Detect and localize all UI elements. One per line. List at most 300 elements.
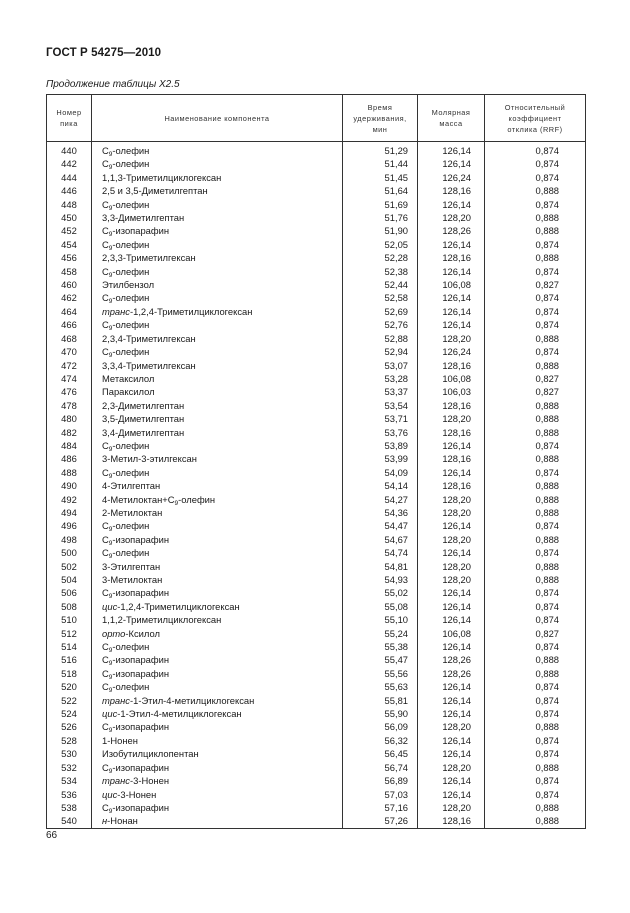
molar-mass-cell: 128,20 [418, 720, 485, 733]
name-text: 2,3,4-Триметилгексан [102, 332, 196, 344]
name-text: C [102, 225, 109, 237]
retention-time-cell: 54,27 [343, 493, 418, 506]
name-text: C [102, 319, 109, 331]
column-header-line: Наименование компонента [164, 113, 270, 123]
name-text: C [102, 439, 109, 451]
retention-time-cell: 54,09 [343, 466, 418, 479]
component-name-cell [92, 506, 343, 519]
retention-time-cell: 55,56 [343, 667, 418, 680]
retention-time-cell: 55,10 [343, 613, 418, 626]
name-text: C [102, 346, 109, 358]
name-text: C [102, 145, 109, 156]
rrf-cell: 0,888 [485, 251, 586, 264]
name-text: -изопарафин [112, 225, 170, 237]
rrf-cell: 0,874 [485, 546, 586, 559]
subscript-text: 9 [108, 445, 113, 453]
retention-time-cell: 53,28 [343, 372, 418, 385]
component-name-cell [92, 613, 343, 626]
name-text: 2,3-Диметилгептан [102, 399, 185, 411]
molar-mass-cell: 126,14 [418, 640, 485, 653]
name-text: 4-Метилоктан+C [102, 493, 175, 505]
component-name-cell [92, 238, 343, 251]
retention-time-cell: 54,14 [343, 479, 418, 492]
subscript-text: 9 [108, 673, 113, 681]
rrf-cell: 0,874 [485, 747, 586, 760]
name-text: 3-Этилгептан [102, 560, 161, 572]
column-header-line: Молярная [431, 108, 471, 117]
peak-number-cell: 472 [47, 359, 92, 372]
molar-mass-cell: 126,14 [418, 466, 485, 479]
rrf-cell: 0,888 [485, 667, 586, 680]
table-row [47, 412, 586, 425]
name-text: -олефин [112, 292, 150, 304]
molar-mass-cell: 126,14 [418, 707, 485, 720]
name-text: -олефин [112, 238, 150, 250]
subscript-text: 9 [108, 807, 113, 815]
molar-mass-cell: 128,16 [418, 251, 485, 264]
retention-time-cell: 52,69 [343, 305, 418, 318]
table-row [47, 613, 586, 626]
name-text: 3,5-Диметилгептан [102, 413, 185, 425]
molar-mass-cell: 126,14 [418, 142, 485, 158]
subscript-text: 9 [108, 164, 113, 171]
retention-time-cell: 52,05 [343, 238, 418, 251]
name-text: Метаксилол [102, 372, 155, 384]
column-header-line: удерживания, [353, 113, 407, 123]
rrf-cell: 0,874 [485, 171, 586, 184]
retention-time-cell: 51,90 [343, 224, 418, 237]
table-body [47, 142, 586, 829]
molar-mass-cell: 126,14 [418, 305, 485, 318]
rrf-cell: 0,874 [485, 466, 586, 479]
molar-mass-cell: 106,08 [418, 372, 485, 385]
name-text: Этилбензол [102, 279, 155, 291]
retention-time-cell: 56,45 [343, 747, 418, 760]
molar-mass-cell: 126,14 [418, 198, 485, 211]
name-text: транс [102, 305, 130, 317]
name-text: 3-Метил-3-этилгексан [102, 453, 197, 465]
component-name-cell [92, 734, 343, 747]
peak-number-cell: 454 [47, 238, 92, 251]
molar-mass-cell: 128,16 [418, 359, 485, 372]
component-name-cell [92, 265, 343, 278]
name-text: -олефин [112, 439, 150, 451]
rrf-cell: 0,888 [485, 359, 586, 372]
column-header-line: Относительный [504, 102, 566, 112]
retention-time-cell: 53,71 [343, 412, 418, 425]
name-text: цис [102, 600, 118, 612]
retention-time-cell: 53,89 [343, 439, 418, 452]
molar-mass-cell: 126,14 [418, 519, 485, 532]
name-text: -изопарафин [112, 654, 170, 666]
component-name-cell [92, 224, 343, 237]
component-name-cell [92, 157, 343, 170]
name-text: C [102, 761, 109, 773]
table-row [47, 142, 586, 158]
rrf-cell: 0,874 [485, 613, 586, 626]
table-row [47, 198, 586, 211]
molar-mass-cell: 128,16 [418, 814, 485, 828]
rrf-cell: 0,874 [485, 788, 586, 801]
molar-mass-cell: 126,14 [418, 613, 485, 626]
peak-number-cell: 494 [47, 506, 92, 519]
name-text: -изопарафин [112, 801, 170, 813]
peak-number-cell: 478 [47, 399, 92, 412]
peak-number-cell: 520 [47, 680, 92, 693]
name-text: -олефин [112, 145, 150, 156]
rrf-cell: 0,874 [485, 707, 586, 720]
rrf-cell: 0,874 [485, 734, 586, 747]
rrf-cell: 0,874 [485, 640, 586, 653]
rrf-cell: 0,874 [485, 157, 586, 170]
name-text: C [102, 721, 109, 733]
rrf-cell: 0,874 [485, 142, 586, 158]
rrf-cell: 0,888 [485, 653, 586, 666]
component-name-cell [92, 452, 343, 465]
name-text: -3-Нонен [129, 775, 169, 787]
name-text: -1-Этил-4-метилциклогексан [129, 694, 255, 706]
table-row [47, 238, 586, 251]
peak-number-cell: 442 [47, 157, 92, 170]
name-text: орто [102, 627, 126, 639]
peak-number-cell: 476 [47, 385, 92, 398]
name-text: 3,3-Диметилгептан [102, 212, 185, 224]
name-text: 1-Нонен [102, 734, 138, 746]
molar-mass-cell: 128,20 [418, 412, 485, 425]
name-text: -Нонан [107, 815, 138, 827]
component-name-cell [92, 788, 343, 801]
component-name-cell [92, 412, 343, 425]
rrf-cell: 0,874 [485, 291, 586, 304]
table-row [47, 157, 586, 170]
column-header-line: пика [60, 119, 78, 128]
name-text: Параксилол [102, 386, 155, 398]
retention-time-cell: 52,44 [343, 278, 418, 291]
peak-number-cell: 514 [47, 640, 92, 653]
molar-mass-cell: 126,14 [418, 546, 485, 559]
peak-number-cell: 504 [47, 573, 92, 586]
retention-time-cell: 52,38 [343, 265, 418, 278]
table-row [47, 720, 586, 733]
table-row [47, 493, 586, 506]
name-text: C [102, 547, 109, 559]
peak-number-cell: 460 [47, 278, 92, 291]
table-row [47, 171, 586, 184]
name-text: -олефин [112, 198, 150, 210]
molar-mass-cell: 128,20 [418, 573, 485, 586]
peak-number-cell: 502 [47, 560, 92, 573]
retention-time-cell: 51,45 [343, 171, 418, 184]
component-name-cell [92, 707, 343, 720]
name-text: -изопарафин [112, 667, 170, 679]
molar-mass-cell: 128,26 [418, 667, 485, 680]
name-text: Изобутилциклопентан [102, 748, 199, 760]
rrf-cell: 0,888 [485, 533, 586, 546]
name-text: транс [102, 775, 130, 787]
subscript-text: 9 [108, 647, 113, 654]
table-row [47, 359, 586, 372]
molar-mass-cell: 126,14 [418, 747, 485, 760]
component-name-cell [92, 720, 343, 733]
peak-number-cell: 524 [47, 707, 92, 720]
rrf-cell: 0,874 [485, 586, 586, 599]
peak-number-cell: 506 [47, 586, 92, 599]
retention-time-cell: 53,99 [343, 452, 418, 465]
table-row [47, 385, 586, 398]
column-header-line: отклика (RRF) [507, 124, 563, 134]
name-text: -1,2,4-Триметилциклогексан [129, 305, 253, 317]
table-row [47, 653, 586, 666]
component-name-cell [92, 359, 343, 372]
molar-mass-cell: 126,14 [418, 680, 485, 693]
retention-time-cell: 51,64 [343, 184, 418, 197]
table-row [47, 640, 586, 653]
rrf-cell: 0,827 [485, 627, 586, 640]
peak-number-cell: 464 [47, 305, 92, 318]
component-name-cell [92, 426, 343, 439]
table-row [47, 332, 586, 345]
name-text: -олефин [112, 641, 150, 653]
molar-mass-cell: 128,26 [418, 224, 485, 237]
molar-mass-cell: 128,20 [418, 493, 485, 506]
molar-mass-cell: 128,20 [418, 761, 485, 774]
name-text: C [102, 238, 109, 250]
component-name-cell [92, 345, 343, 358]
table-header [47, 95, 586, 142]
component-name-cell [92, 600, 343, 613]
molar-mass-cell: 126,14 [418, 318, 485, 331]
molar-mass-cell: 126,14 [418, 774, 485, 787]
molar-mass-cell: 126,14 [418, 586, 485, 599]
components-table [46, 94, 586, 829]
peak-number-cell: 480 [47, 412, 92, 425]
component-name-cell [92, 493, 343, 506]
subscript-text: 9 [108, 660, 113, 667]
retention-time-cell: 55,47 [343, 653, 418, 666]
name-text: 1,1,2-Триметилциклогексан [102, 614, 222, 626]
molar-mass-cell: 128,20 [418, 332, 485, 345]
name-text: н [102, 815, 108, 827]
peak-number-cell: 500 [47, 546, 92, 559]
peak-number-cell: 518 [47, 667, 92, 680]
retention-time-cell: 53,76 [343, 426, 418, 439]
molar-mass-cell: 128,16 [418, 426, 485, 439]
component-name-cell [92, 399, 343, 412]
peak-number-cell: 468 [47, 332, 92, 345]
table-row [47, 788, 586, 801]
name-text: C [102, 641, 109, 653]
rrf-cell: 0,874 [485, 439, 586, 452]
name-text: 4-Этилгептан [102, 480, 161, 492]
column-header-component-name [92, 95, 343, 142]
component-name-cell [92, 573, 343, 586]
rrf-cell: 0,827 [485, 372, 586, 385]
molar-mass-cell: 128,26 [418, 653, 485, 666]
retention-time-cell: 54,74 [343, 546, 418, 559]
peak-number-cell: 528 [47, 734, 92, 747]
rrf-cell: 0,874 [485, 238, 586, 251]
name-text: 2,5 и 3,5-Диметилгептан [102, 185, 208, 197]
component-name-cell [92, 466, 343, 479]
peak-number-cell: 470 [47, 345, 92, 358]
name-text: -1-Этил-4-метилциклогексан [117, 708, 242, 720]
name-text: C [102, 801, 109, 813]
molar-mass-cell: 126,14 [418, 734, 485, 747]
component-name-cell [92, 653, 343, 666]
column-header-molar-mass [418, 95, 485, 142]
name-text: C [102, 466, 109, 478]
molar-mass-cell: 126,14 [418, 694, 485, 707]
table-row [47, 224, 586, 237]
subscript-text: 9 [108, 231, 113, 238]
peak-number-cell: 492 [47, 493, 92, 506]
table-row [47, 774, 586, 787]
peak-number-cell: 462 [47, 291, 92, 304]
retention-time-cell: 55,63 [343, 680, 418, 693]
peak-number-cell: 486 [47, 452, 92, 465]
table-row [47, 291, 586, 304]
retention-time-cell: 54,47 [343, 519, 418, 532]
table-row [47, 265, 586, 278]
name-text: -олефин [112, 346, 150, 358]
retention-time-cell: 54,67 [343, 533, 418, 546]
name-text: C [102, 198, 109, 210]
retention-time-cell: 51,44 [343, 157, 418, 170]
component-name-cell [92, 533, 343, 546]
retention-time-cell: 55,38 [343, 640, 418, 653]
component-name-cell [92, 774, 343, 787]
retention-time-cell: 57,26 [343, 814, 418, 828]
table-row [47, 600, 586, 613]
subscript-text: 9 [108, 325, 113, 332]
component-name-cell [92, 479, 343, 492]
table-row [47, 680, 586, 693]
retention-time-cell: 51,69 [343, 198, 418, 211]
component-name-cell [92, 372, 343, 385]
peak-number-cell: 452 [47, 224, 92, 237]
table-row [47, 734, 586, 747]
column-header-line: мин [372, 124, 388, 134]
component-name-cell [92, 385, 343, 398]
rrf-cell: 0,874 [485, 265, 586, 278]
retention-time-cell: 54,93 [343, 573, 418, 586]
retention-time-cell: 51,29 [343, 142, 418, 158]
molar-mass-cell: 126,14 [418, 291, 485, 304]
peak-number-cell: 482 [47, 426, 92, 439]
subscript-text: 9 [108, 539, 113, 547]
table-row [47, 399, 586, 412]
subscript-text: 9 [108, 526, 113, 533]
table-row [47, 211, 586, 224]
table-row [47, 506, 586, 519]
name-text: -олефин [112, 681, 150, 693]
name-text: -олефин [112, 158, 150, 170]
component-name-cell [92, 801, 343, 814]
table-row [47, 573, 586, 586]
rrf-cell: 0,888 [485, 761, 586, 774]
peak-number-cell: 446 [47, 184, 92, 197]
name-text: C [102, 292, 109, 304]
column-header-retention-time [343, 95, 418, 142]
name-text: C [102, 654, 109, 666]
retention-time-cell: 52,94 [343, 345, 418, 358]
table-row [47, 761, 586, 774]
header-row [47, 95, 586, 142]
component-name-cell [92, 291, 343, 304]
table-row [47, 466, 586, 479]
table-row [47, 318, 586, 331]
retention-time-cell: 51,76 [343, 211, 418, 224]
rrf-cell: 0,888 [485, 479, 586, 492]
table-row [47, 801, 586, 814]
molar-mass-cell: 106,08 [418, 627, 485, 640]
subscript-text: 9 [108, 767, 113, 775]
rrf-cell: 0,888 [485, 814, 586, 828]
molar-mass-cell: 126,14 [418, 439, 485, 452]
peak-number-cell: 530 [47, 747, 92, 760]
retention-time-cell: 52,58 [343, 291, 418, 304]
table-row [47, 345, 586, 358]
component-name-cell [92, 278, 343, 291]
peak-number-cell: 526 [47, 720, 92, 733]
rrf-cell: 0,888 [485, 493, 586, 506]
retention-time-cell: 54,36 [343, 506, 418, 519]
retention-time-cell: 55,90 [343, 707, 418, 720]
molar-mass-cell: 126,14 [418, 157, 485, 170]
column-header-rrf [485, 95, 586, 142]
molar-mass-cell: 126,14 [418, 265, 485, 278]
table-row [47, 546, 586, 559]
component-name-cell [92, 640, 343, 653]
name-text: -олефин [112, 319, 150, 331]
rrf-cell: 0,888 [485, 426, 586, 439]
peak-number-cell: 512 [47, 627, 92, 640]
retention-time-cell: 56,74 [343, 761, 418, 774]
table-row [47, 426, 586, 439]
rrf-cell: 0,874 [485, 198, 586, 211]
rrf-cell: 0,827 [485, 278, 586, 291]
name-text: -1,2,4-Триметилциклогексан [117, 600, 240, 612]
table-row [47, 439, 586, 452]
rrf-cell: 0,874 [485, 318, 586, 331]
component-name-cell [92, 142, 343, 158]
retention-time-cell: 57,03 [343, 788, 418, 801]
peak-number-cell: 532 [47, 761, 92, 774]
table-row [47, 278, 586, 291]
name-text: 3,4-Диметилгептан [102, 426, 185, 438]
molar-mass-cell: 106,08 [418, 278, 485, 291]
name-text: -изопарафин [112, 761, 170, 773]
table-row [47, 707, 586, 720]
component-name-cell [92, 318, 343, 331]
molar-mass-cell: 128,20 [418, 560, 485, 573]
peak-number-cell: 474 [47, 372, 92, 385]
peak-number-cell: 448 [47, 198, 92, 211]
component-name-cell [92, 560, 343, 573]
document-title: ГОСТ Р 54275—2010 [46, 47, 162, 59]
table-row [47, 586, 586, 599]
rrf-cell: 0,888 [485, 211, 586, 224]
retention-time-cell: 55,08 [343, 600, 418, 613]
retention-time-cell: 52,28 [343, 251, 418, 264]
retention-time-cell: 52,76 [343, 318, 418, 331]
peak-number-cell: 516 [47, 653, 92, 666]
peak-number-cell: 510 [47, 613, 92, 626]
component-name-cell [92, 627, 343, 640]
name-text: -изопарафин [112, 721, 170, 733]
molar-mass-cell: 128,20 [418, 533, 485, 546]
component-name-cell [92, 439, 343, 452]
